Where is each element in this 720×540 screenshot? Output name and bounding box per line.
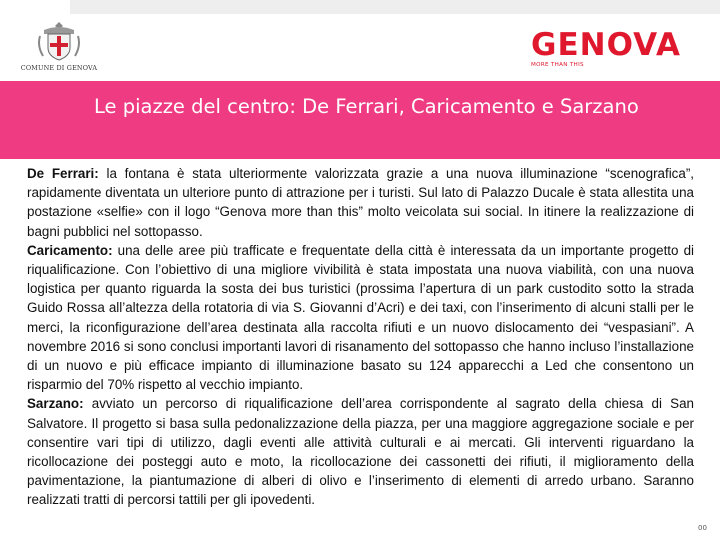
brand-tagline: MORE THAN THIS xyxy=(531,62,584,68)
crest-caption: COMUNE DI GENOVA xyxy=(20,64,98,72)
paragraph-text: avviato un percorso di riqualificazione dell’area corrispondente al sagrato della chiesa di San Salvatore. Il progetto si basa sulla pedonalizzazione della piazza, per una maggiore aggregazione sociale e per consentire vari tipi di utilizzo, dagli eventi alle attività culturali e ai mercati. Gli interventi riguardano la ricollocazione dei posteggi auto e moto, la ricollocazione dei cassonetti dei rifiuti, il miglioramento della pavimentazione, la piantumazione di alberi di olivo e l’inserimento di elementi di arredo urbano. Saranno realizzati tratti di percorsi tattili per gli ipovedenti. xyxy=(27,396,694,508)
paragraph-de-ferrari xyxy=(27,164,694,241)
paragraph-label: Caricamento: xyxy=(27,242,113,258)
title-band xyxy=(0,81,720,159)
coat-of-arms-icon xyxy=(36,20,82,62)
page-number: 00 xyxy=(698,524,707,532)
paragraph-text: una delle aree più trafficate e frequentate della città è interessata da un importante progetto di riqualificazione. Con l’obiettivo di una migliore vivibilità è stata impostata una nuova viabilità, con una nuova logistica per quanto riguarda la sosta dei bus turistici (prossima l’apertura di un park custodito sotto la strada Guido Rossa all’altezza della rotatoria di via S. Giovanni d’Acri) e dei taxi, con l’inserimento di alcuni stalli per le merci, la riconfigurazione dell’area destinata alla raccolta rifiuti e un nuovo dislocamento dei “vespasiani”. A novembre 2016 si sono conclusi importanti lavori di risanamento del sottopasso che hanno incluso l’installazione di un nuovo e più efficace impianto di illuminazione basato su 124 apparecchi a Led che consentono un risparmio del 70% rispetto al vecchio impianto. xyxy=(27,242,694,393)
slide-title: Le piazze del centro: De Ferrari, Caricamento e Sarzano xyxy=(94,95,639,118)
paragraph-label: Sarzano: xyxy=(27,396,84,412)
genova-brand-logo xyxy=(531,27,703,72)
brand-word: GENOVA xyxy=(531,27,681,63)
body-text xyxy=(27,164,694,510)
paragraph-caricamento xyxy=(27,241,694,395)
paragraph-text: la fontana è stata ulteriormente valorizzata grazie a una nuova illuminazione “scenografica”, rapidamente diventata un ulteriore punto di attrazione per i turisti. Sul lato di Palazzo Ducale è stata allestita una postazione «selfie» con il logo “Genova more than this” molto veicolata sui social. In itinere la realizzazione di bagni pubblici nel sottopasso. xyxy=(27,166,694,239)
paragraph-label: De Ferrari: xyxy=(27,166,99,181)
comune-crest xyxy=(14,20,104,80)
paragraph-sarzano xyxy=(27,394,694,509)
top-strip xyxy=(70,0,720,14)
